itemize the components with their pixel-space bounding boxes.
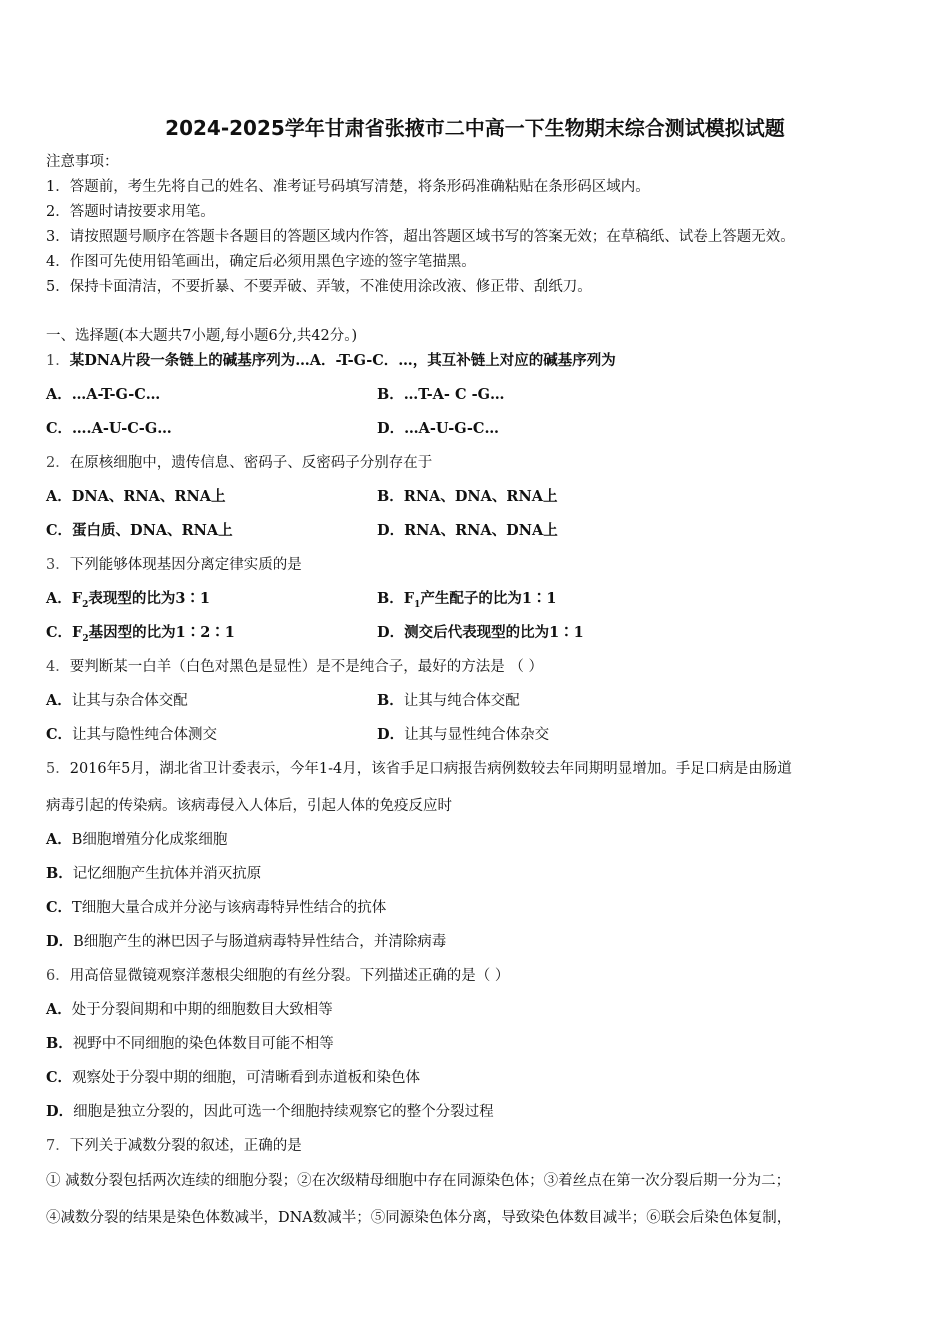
option-text-prefix: F <box>403 590 415 607</box>
option-text: RNA、DNA、RNA上 <box>403 488 558 505</box>
q1-option-d[interactable] <box>377 419 499 439</box>
q5-option-a[interactable] <box>46 830 227 850</box>
question-1-stem <box>46 351 616 371</box>
option-text: ….A-U-C-G… <box>72 420 172 437</box>
option-text: 观察处于分裂中期的细胞，可清晰看到赤道板和染色体 <box>72 1070 421 1086</box>
option-subscript: 2 <box>82 633 89 644</box>
q2-option-c[interactable] <box>46 521 233 541</box>
option-text: 让其与纯合体交配 <box>403 693 520 709</box>
option-text: 让其与隐性纯合体测交 <box>72 727 218 743</box>
q4-option-a[interactable] <box>46 691 188 711</box>
option-label: A． <box>46 831 72 848</box>
option-label: C． <box>46 624 73 641</box>
option-text: 处于分裂间期和中期的细胞数目大致相等 <box>71 1002 333 1018</box>
question-number: 5． <box>46 761 70 777</box>
q2-option-a[interactable] <box>46 487 225 507</box>
notice-item-3: 3．请按照题号顺序在答题卡各题目的答题区域内作答，超出答题区域书写的答案无效；在草稿纸、试卷上答题无效。 <box>46 229 795 245</box>
option-label: C． <box>46 420 73 437</box>
option-text-prefix: F <box>72 624 83 641</box>
question-2-stem <box>46 453 432 473</box>
q3-option-d[interactable] <box>377 623 584 643</box>
option-label: A． <box>46 590 72 607</box>
question-number: 3． <box>46 557 70 573</box>
q3-option-b[interactable] <box>377 589 557 615</box>
notice-item-2: 2．答题时请按要求用笔。 <box>46 204 215 220</box>
question-number: 6． <box>46 968 70 984</box>
question-text: 下列关于减数分裂的叙述，正确的是 <box>69 1138 302 1154</box>
option-label: B． <box>377 488 404 505</box>
q1-option-c[interactable] <box>46 419 172 439</box>
option-text: 细胞是独立分裂的，因此可选一个细胞持续观察它的整个分裂过程 <box>73 1104 494 1120</box>
option-text: …A-T-G-C… <box>71 386 161 403</box>
page-title: 2024-2025学年甘肃省张掖市二中高一下生物期末综合测试模拟试题 <box>165 116 785 140</box>
option-subscript: 1 <box>414 599 421 610</box>
q5-option-d[interactable] <box>46 932 446 952</box>
q4-option-c[interactable] <box>46 725 217 745</box>
question-text: 某DNA片段一条链上的碱基序列为…A．-T-G-C．…，其互补链上对应的碱基序列为 <box>69 352 616 369</box>
question-7-statements-line-2: ④减数分裂的结果是染色体数减半，DNA数减半；⑤同源染色体分离，导致染色体数目减半；⑥联会后染色体复制， <box>46 1210 792 1226</box>
q6-option-d[interactable] <box>46 1102 494 1122</box>
option-label: B． <box>377 386 404 403</box>
question-text: 要判断某一白羊（白色对黑色是显性）是不是纯合子，最好的方法是 （ ） <box>69 659 543 675</box>
q4-option-b[interactable] <box>377 691 520 711</box>
option-label: C． <box>46 1069 73 1086</box>
option-label: A． <box>46 488 72 505</box>
question-text: 下列能够体现基因分离定律实质的是 <box>69 557 302 573</box>
q3-option-a[interactable] <box>46 589 210 615</box>
option-label: A． <box>46 692 72 709</box>
option-text: B细胞产生的淋巴因子与肠道病毒特异性结合，并清除病毒 <box>73 934 447 950</box>
option-text: 记忆细胞产生抗体并消灭抗原 <box>72 866 262 882</box>
question-6-stem <box>46 966 509 986</box>
q6-option-c[interactable] <box>46 1068 420 1088</box>
option-label: B． <box>46 865 73 882</box>
notice-item-4: 4．作图可先使用铅笔画出，确定后必须用黑色字迹的签字笔描黑。 <box>46 254 476 270</box>
question-5-stem <box>46 759 792 779</box>
option-label: B． <box>377 590 404 607</box>
option-label: D． <box>377 420 405 437</box>
option-subscript: 2 <box>82 599 89 610</box>
option-label: D． <box>377 522 405 539</box>
option-text: 产生配子的比为1∶1 <box>420 590 557 607</box>
option-text: B细胞增殖分化成浆细胞 <box>71 832 228 848</box>
option-text: 测交后代表现型的比为1∶1 <box>404 624 584 641</box>
question-text: 在原核细胞中，遗传信息、密码子、反密码子分别存在于 <box>69 455 433 471</box>
notice-item-1: 1．答题前，考生先将自己的姓名、准考证号码填写清楚，将条形码准确粘贴在条形码区域内。 <box>46 179 650 195</box>
option-label: D． <box>46 1103 74 1120</box>
q2-option-d[interactable] <box>377 521 558 541</box>
q1-option-b[interactable] <box>377 385 504 405</box>
option-text: DNA、RNA、RNA上 <box>71 488 226 505</box>
notice-item-5: 5．保持卡面清洁，不要折暴、不要弄破、弄皱，不准使用涂改液、修正带、刮纸刀。 <box>46 279 592 295</box>
option-text: 表现型的比为3∶1 <box>88 590 211 607</box>
option-text: 基因型的比为1∶2∶1 <box>88 624 235 641</box>
question-number: 7． <box>46 1138 70 1154</box>
q5-option-b[interactable] <box>46 864 261 884</box>
option-text-prefix: F <box>71 590 83 607</box>
option-text: T细胞大量合成并分泌与该病毒特异性结合的抗体 <box>72 900 387 916</box>
section-heading: 一、选择题(本大题共7小题,每小题6分,共42分。) <box>46 328 358 344</box>
option-text: RNA、RNA、DNA上 <box>404 522 558 539</box>
option-text: 让其与杂合体交配 <box>71 693 188 709</box>
option-label: C． <box>46 899 73 916</box>
option-text: …A-U-G-C… <box>404 420 499 437</box>
question-number: 1． <box>46 353 70 369</box>
option-label: B． <box>46 1035 73 1052</box>
option-text: …T-A- C -G… <box>403 386 505 403</box>
q6-option-b[interactable] <box>46 1034 334 1054</box>
q3-option-c[interactable] <box>46 623 235 649</box>
question-number: 4． <box>46 659 70 675</box>
q4-option-d[interactable] <box>377 725 549 745</box>
q1-option-a[interactable] <box>46 385 160 405</box>
question-7-stem <box>46 1136 302 1156</box>
option-label: C． <box>46 522 73 539</box>
question-3-stem <box>46 555 302 575</box>
option-text: 蛋白质、DNA、RNA上 <box>72 522 233 539</box>
q5-option-c[interactable] <box>46 898 386 918</box>
option-label: B． <box>377 692 404 709</box>
question-text: 2016年5月，湖北省卫计委表示，今年1-4月，该省手足口病报告病例数较去年同期明显增加。手足口病是由肠道 <box>69 761 792 777</box>
option-label: A． <box>46 386 72 403</box>
option-label: A． <box>46 1001 72 1018</box>
option-text: 视野中不同细胞的染色体数目可能不相等 <box>72 1036 334 1052</box>
option-label: D． <box>377 726 405 743</box>
notice-heading: 注意事项： <box>46 154 119 170</box>
question-5-stem-cont: 病毒引起的传染病。该病毒侵入人体后，引起人体的免疫反应时 <box>46 798 452 814</box>
question-number: 2． <box>46 455 70 471</box>
option-label: D． <box>377 624 405 641</box>
question-7-statements-line-1: ① 减数分裂包括两次连续的细胞分裂；②在次级精母细胞中存在同源染色体；③着丝点在第一次分裂后期一分为二； <box>46 1173 791 1189</box>
option-text: 让其与显性纯合体杂交 <box>404 727 550 743</box>
q6-option-a[interactable] <box>46 1000 333 1020</box>
question-4-stem <box>46 657 543 677</box>
q2-option-b[interactable] <box>377 487 557 507</box>
option-label: C． <box>46 726 73 743</box>
question-text: 用高倍显微镜观察洋葱根尖细胞的有丝分裂。下列描述正确的是（ ） <box>69 968 510 984</box>
option-label: D． <box>46 933 74 950</box>
